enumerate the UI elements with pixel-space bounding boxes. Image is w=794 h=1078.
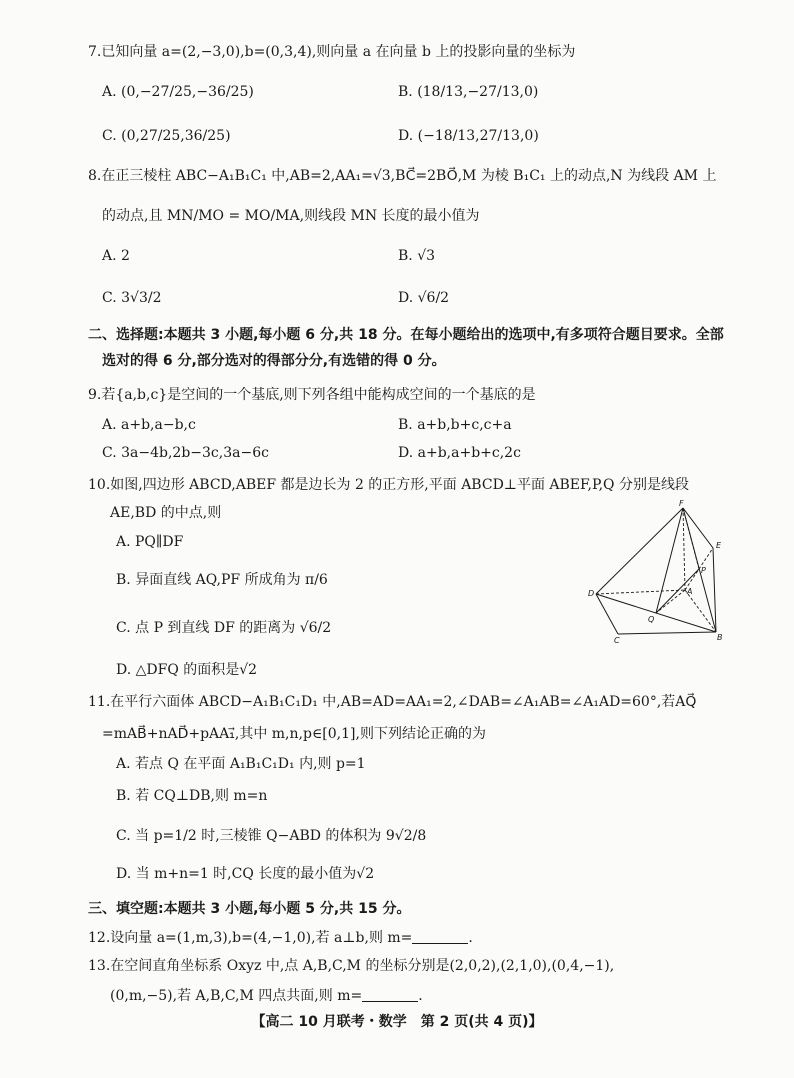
question-9-option-d: D. a+b,a+b+c,2c — [398, 445, 521, 461]
label-e: E — [716, 541, 722, 550]
question-7-option-d: D. (−18/13,27/13,0) — [398, 128, 539, 144]
question-11-continuation: =mAB⃗+nAD⃗+pAA₁⃗,其中 m,n,p∈[0,1],则下列结论正确的为 — [102, 726, 486, 742]
hidden-edge-ae — [685, 548, 713, 590]
question-8-option-d: D. √6/2 — [398, 290, 450, 306]
label-b: B — [717, 633, 723, 642]
question-10-option-c: C. 点 P 到直线 DF 的距离为 √6/2 — [116, 620, 332, 636]
question-9-option-a: A. a+b,a−b,c — [102, 417, 196, 433]
question-13-answer-blank[interactable] — [362, 987, 418, 1002]
question-7-option-a: A. (0,−27/25,−36/25) — [102, 84, 254, 100]
hidden-edge-fa — [683, 508, 685, 590]
question-12-answer-blank[interactable] — [412, 929, 468, 944]
edge-fq — [656, 508, 683, 613]
question-11-option-b: B. 若 CQ⊥DB,则 m=n — [116, 788, 268, 804]
question-8-option-b: B. √3 — [398, 248, 436, 264]
question-8-option-c: C. 3√3/2 — [102, 290, 162, 306]
question-11-option-d: D. 当 m+n=1 时,CQ 长度的最小值为√2 — [116, 866, 375, 882]
label-a: A — [687, 587, 693, 596]
edge-cb — [618, 632, 716, 634]
question-10-continuation: AE,BD 的中点,则 — [110, 505, 222, 521]
label-d: D — [588, 589, 595, 598]
edge-fd — [596, 508, 683, 594]
question-7-option-c: C. (0,27/25,36/25) — [102, 128, 231, 144]
question-11-option-a: A. 若点 Q 在平面 A₁B₁C₁D₁ 内,则 p=1 — [116, 756, 366, 772]
section-3-heading: 三、填空题:本题共 3 小题,每小题 5 分,共 15 分。 — [88, 901, 411, 917]
label-f: F — [679, 499, 684, 508]
edge-fb — [683, 508, 716, 632]
question-7-option-b: B. (18/13,−27/13,0) — [398, 84, 539, 100]
question-10-stem: 10.如图,四边形 ABCD,ABEF 都是边长为 2 的正方形,平面 ABCD⊥平面 ABEF,P,Q 分别是线段 — [88, 477, 689, 493]
question-11-option-c: C. 当 p=1/2 时,三棱锥 Q−ABD 的体积为 9√2/8 — [116, 828, 427, 844]
question-10-option-a: A. PQ∥DF — [116, 534, 184, 550]
question-13-continuation — [110, 986, 750, 1006]
label-p: P — [701, 566, 706, 575]
question-8-stem: 8.在正三棱柱 ABC−A₁B₁C₁ 中,AB=2,AA₁=√3,BC⃗=2BO⃗,M 为棱 B₁C₁ 上的动点,N 为线段 AM 上 — [88, 168, 717, 184]
section-2-instructions: 选对的得 6 分,部分选对的得部分分,有选错的得 0 分。 — [102, 353, 446, 369]
question-13-stem: 13.在空间直角坐标系 Oxyz 中,点 A,B,C,M 的坐标分别是(2,0,2),(2,1,0),(0,4,−1), — [88, 958, 615, 974]
question-12-stem: 12.设向量 a=(1,m,3),b=(4,−1,0),若 a⊥b,则 m= — [88, 930, 413, 946]
question-11-stem: 11.在平行六面体 ABCD−A₁B₁C₁D₁ 中,AB=AD=AA₁=2,∠DAB=∠A₁AB=∠A₁AD=60°,若AQ⃗ — [88, 694, 697, 710]
section-2-heading: 二、选择题:本题共 3 小题,每小题 6 分,共 18 分。在每小题给出的选项中,有多项符合题目要求。全部 — [88, 327, 724, 343]
question-8-option-a: A. 2 — [102, 248, 130, 264]
label-q: Q — [648, 615, 655, 624]
question-10-option-d: D. △DFQ 的面积是√2 — [116, 662, 258, 678]
hidden-segment-aq — [656, 590, 685, 613]
question-9-stem: 9.若{a,b,c}是空间的一个基底,则下列各组中能构成空间的一个基底的是 — [88, 387, 536, 403]
label-c: C — [614, 636, 620, 645]
hidden-edge-ab — [685, 590, 716, 632]
question-12 — [88, 928, 728, 948]
question-13-cont-text: (0,m,−5),若 A,B,C,M 四点共面,则 m= — [110, 988, 363, 1004]
geometry-figure — [588, 498, 728, 646]
question-10-option-b: B. 异面直线 AQ,PF 所成角为 π/6 — [116, 572, 328, 588]
question-13-end: . — [418, 988, 423, 1004]
page-footer: 【高二 10 月联考・数学 第 2 页(共 4 页)】 — [251, 1014, 543, 1030]
edge-eb — [713, 548, 716, 632]
edge-fe — [683, 508, 713, 548]
question-12-end: . — [468, 930, 473, 946]
question-9-option-c: C. 3a−4b,2b−3c,3a−6c — [102, 445, 269, 461]
question-7-stem: 7.已知向量 a=(2,−3,0),b=(0,3,4),则向量 a 在向量 b 上的投影向量的坐标为 — [88, 44, 576, 60]
question-9-option-b: B. a+b,b+c,c+a — [398, 417, 512, 433]
question-8-continuation: 的动点,且 MN/MO = MO/MA,则线段 MN 长度的最小值为 — [102, 208, 480, 224]
hidden-edge-da — [596, 590, 685, 594]
